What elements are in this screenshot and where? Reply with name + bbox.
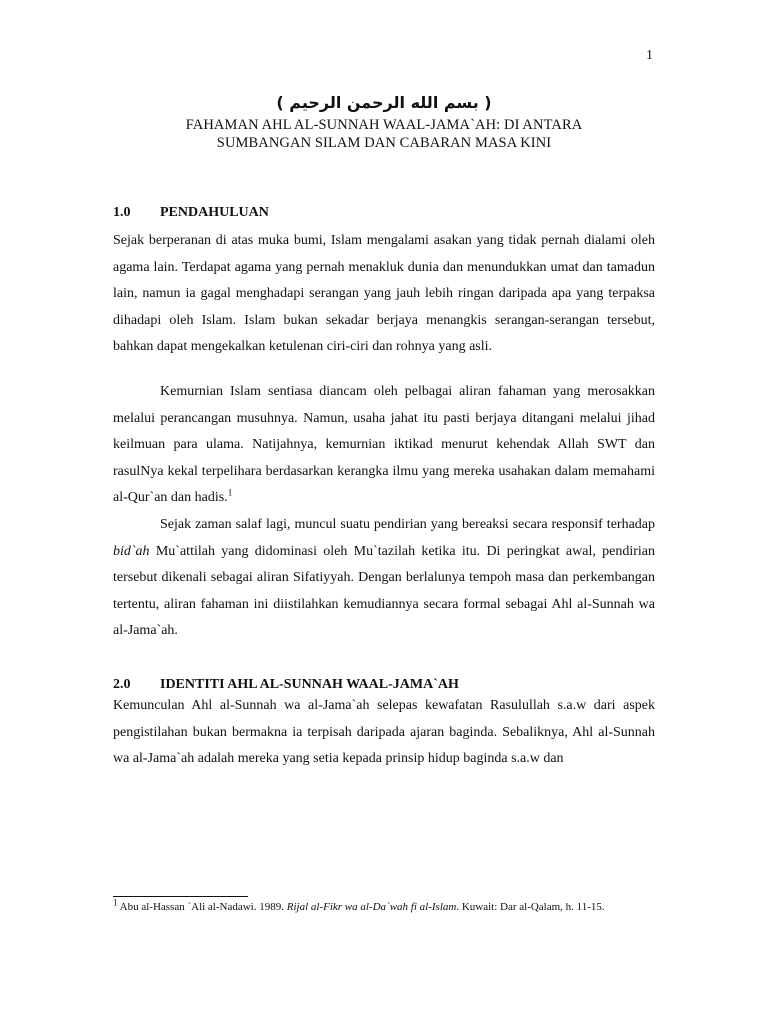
section-2-number: 2.0 — [113, 677, 131, 692]
title-line-2: SUMBANGAN SILAM DAN CABARAN MASA KINI — [216, 135, 552, 151]
section-2-heading — [113, 677, 459, 693]
paragraph-3-text-start: Sejak zaman salaf lagi, muncul suatu pendirian yang bereaksi secara responsif terhadap — [160, 517, 655, 532]
section-1-title: PENDAHULUAN — [160, 205, 269, 220]
section-2-title: IDENTITI AHL AL-SUNNAH WAAL-JAMA`AH — [160, 677, 459, 692]
footnote-separator — [113, 896, 248, 897]
footnote-text-end: . Kuwait: Dar al-Qalam, h. 11-15. — [456, 901, 605, 913]
page-number: 1 — [646, 48, 653, 63]
footnote-book-title: Rijal al-Fikr wa al-Da`wah fi al-Islam — [286, 901, 457, 913]
footnote-1 — [113, 897, 655, 914]
section-1-heading — [113, 205, 269, 221]
footnote-text-start: Abu al-Hassan `Ali al-Nadawi. 1989. — [117, 901, 287, 913]
paragraph-3-text-end: Mu`attilah yang didominasi oleh Mu`tazilah ketika itu. Di peringkat awal, pendirian tersebut dikenali sebagai aliran Sifatiyyah. Dengan berlalunya tempoh masa dan perkembangan tertentu, aliran fahaman ini diistilahkan kemudiannya secara formal sebagai Ahl al-Sunnah wa al-Jama`ah. — [113, 543, 655, 638]
title-line-1: FAHAMAN AHL AL-SUNNAH WAAL-JAMA`AH: DI ANTARA — [185, 117, 583, 133]
paragraph-3-italic-term: bid`ah — [113, 543, 150, 559]
footnote-reference[interactable]: 1 — [227, 487, 233, 498]
footnote-mark: 1 — [113, 897, 118, 908]
document-title — [0, 116, 768, 152]
section-2-paragraph-1: Kemunculan Ahl al-Sunnah wa al-Jama`ah selepas kewafatan Rasulullah s.a.w dari aspek pengistilahan bukan bermakna ia terpisah daripada ajaran baginda. Sebaliknya, Ahl al-Sunnah wa al-Jama`ah adalah mereka yang setia kepada prinsip hidup baginda s.a.w dan — [113, 698, 655, 766]
section-1-paragraph-3 — [113, 512, 655, 645]
section-1-paragraph-1: Sejak berperanan di atas muka bumi, Islam mengalami asakan yang tidak pernah dialami oleh agama lain. Terdapat agama yang pernah menakluk dunia dan menundukkan umat dan tamadun lain, namun ia gagal menghadapi serangan yang jauh lebih ringan daripada apa yang terpaksa dihadapi oleh Islam. Islam bukan sekadar berjaya menangkis serangan-serangan tersebut, bahkan dapat mengekalkan ketulenan ciri-ciri dan rohnya yang asli. — [113, 233, 655, 354]
section-1-number: 1.0 — [113, 205, 131, 220]
bismillah-line: ( بسم الله الرحمن الرحيم ) — [276, 93, 492, 112]
section-1-paragraph-2 — [113, 379, 655, 512]
paragraph-2-text: Kemurnian Islam sentiasa diancam oleh pelbagai aliran fahaman yang merosakkan melalui perancangan musuhnya. Namun, usaha jahat itu pasti berjaya ditangani melalui jihad keilmuan para ulama. Natijahnya, kemurnian iktikad menurut kehendak Allah SWT dan rasulNya kekal terpelihara berdasarkan kerangka ilmu yang mereka usahakan dalam memahami al-Qur`an dan hadis. — [113, 384, 655, 505]
